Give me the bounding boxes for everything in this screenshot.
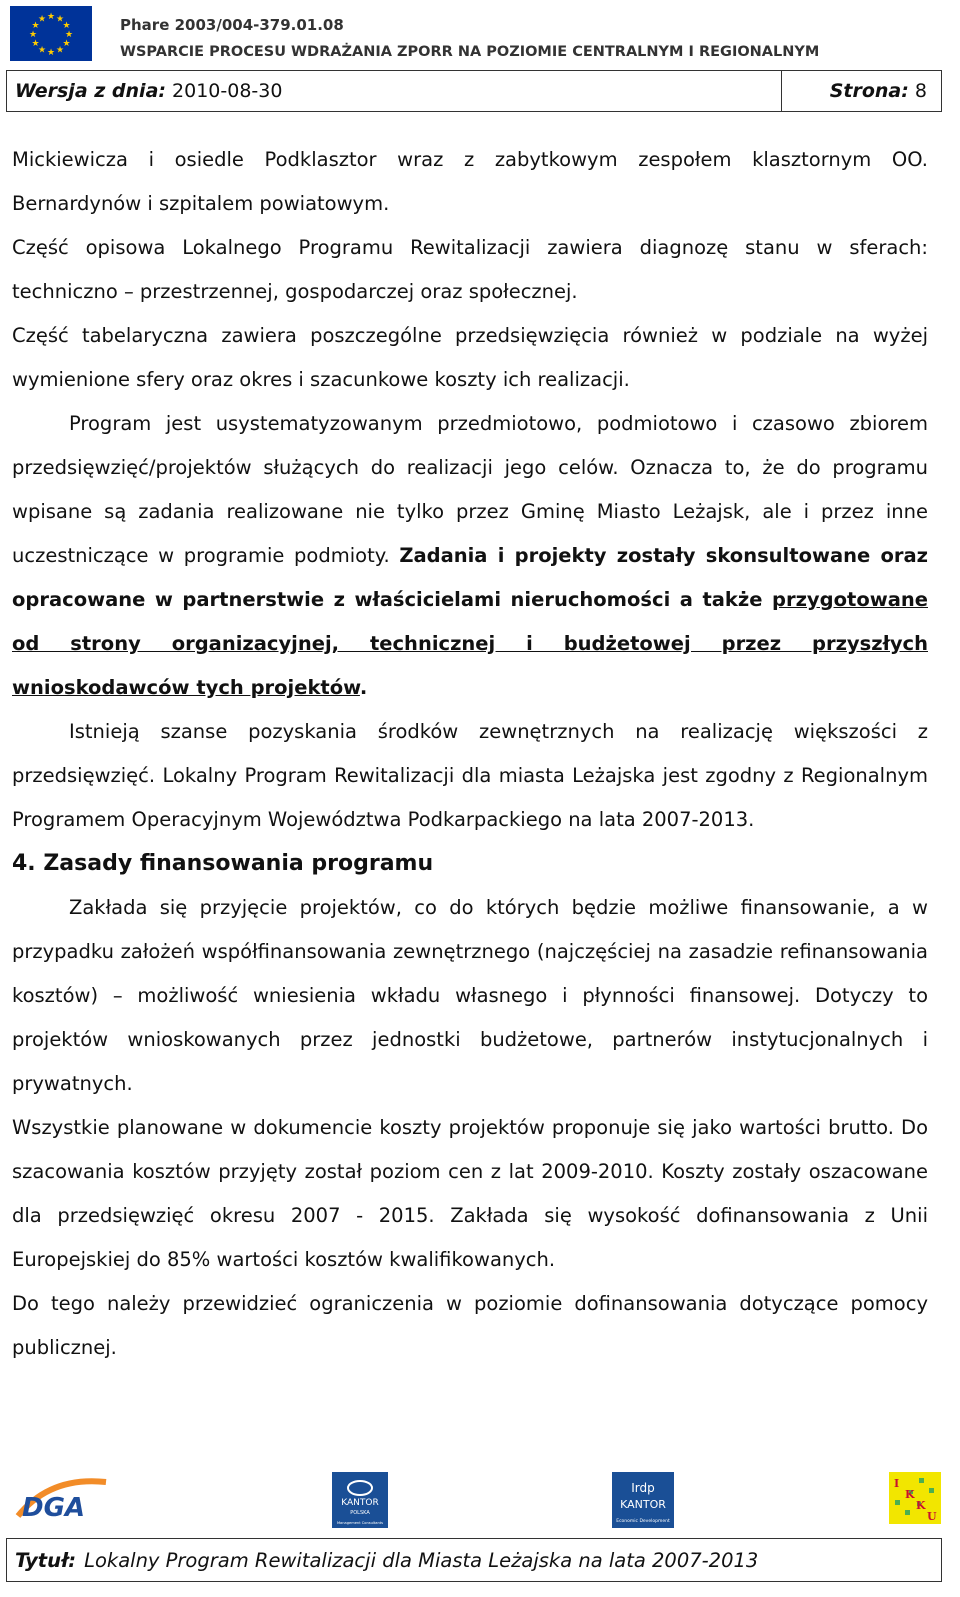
kantor-logo bbox=[332, 1472, 388, 1528]
svg-text:★: ★ bbox=[62, 39, 71, 49]
svg-text:★: ★ bbox=[55, 14, 65, 25]
svg-text:★: ★ bbox=[55, 45, 65, 56]
svg-text:★: ★ bbox=[62, 21, 71, 31]
version-label: Wersja z dnia: bbox=[15, 80, 166, 102]
svg-text:★: ★ bbox=[64, 30, 74, 40]
svg-text:★: ★ bbox=[31, 21, 40, 31]
footer-logos bbox=[0, 1470, 960, 1530]
version-box bbox=[6, 70, 942, 112]
ikku-letter-3: K bbox=[916, 1499, 926, 1512]
ikku-letter-4: U bbox=[927, 1510, 937, 1523]
project-name: WSPARCIE PROCESU WDRAŻANIA ZPORR NA POZIOMIE CENTRALNYM I REGIONALNYM bbox=[120, 44, 820, 60]
dga-logo-text: DGA bbox=[22, 1493, 86, 1523]
kantor-logo-name: KANTOR bbox=[341, 1498, 379, 1508]
paragraph-1: Mickiewicza i osiedle Podklasztor wraz z zabytkowym zespołem klasztornym OO. Bernardynów i szpitalem powiatowym. bbox=[12, 148, 928, 215]
paragraph-5: Istnieją szanse pozyskania środków zewnętrznych na realizację większości z przedsięwzięć. Lokalny Program Rewitalizacji dla miasta Leżajska jest zgodny z Regionalnym Programem Operacyjnym Województwa Podkarpackiego na lata 2007-2013. bbox=[12, 720, 928, 831]
svg-text:★: ★ bbox=[31, 39, 40, 49]
section-number: 4. bbox=[12, 851, 36, 876]
paragraph-4-bold: Zadania i projekty zostały skonsultowane oraz opracowane w partnerstwie z właścicielami nieruchomości a także bbox=[12, 544, 928, 611]
project-code: Phare 2003/004-379.01.08 bbox=[120, 16, 344, 34]
ikku-letter-1: I bbox=[894, 1477, 900, 1490]
dga-logo bbox=[10, 1472, 110, 1524]
irdp-logo-name: Irdp bbox=[631, 1481, 655, 1495]
paragraph-2: Część opisowa Lokalnego Programu Rewitalizacji zawiera diagnozę stanu w sferach: techniczno – przestrzennej, gospodarczej oraz społecznej. bbox=[12, 236, 928, 303]
irdp-logo-tag: Economic Development bbox=[616, 1519, 670, 1524]
svg-text:★: ★ bbox=[37, 45, 47, 56]
page-number: 8 bbox=[914, 80, 927, 102]
paragraph-8: Do tego należy przewidzieć ograniczenia w poziomie dofinansowania dotyczące pomocy publicznej. bbox=[12, 1292, 928, 1359]
paragraph-6: Zakłada się przyjęcie projektów, co do których będzie możliwe finansowanie, a w przypadku założeń współfinansowania zewnętrznego (najczęściej na zasadzie refinansowania kosztów) – możliwość wniesienia wkładu własnego i płynności finansowej. Dotyczy to projektów wnioskowanych przez jednostki budżetowe, partnerów instytucjonalnych i prywatnych. bbox=[12, 896, 928, 1095]
svg-text:★: ★ bbox=[46, 48, 56, 58]
paragraph-4-end: . bbox=[359, 676, 368, 699]
document-title-box bbox=[6, 1538, 942, 1582]
page-cell bbox=[782, 71, 941, 111]
paragraph-4-plain: Program jest usystematyzowanym przedmiotowo, podmiotowo i czasowo zbiorem przedsięwzięć/projektów służących do realizacji jego celów. Oznacza to, że do programu wpisane są zadania realizowane nie tylko przez Gminę Miasto Leżajsk, ale i przez inne uczestniczące w programie podmioty. bbox=[12, 412, 928, 567]
section-heading bbox=[12, 842, 928, 886]
title-text: Lokalny Program Rewitalizacji dla Miasta Leżajska na lata 2007-2013 bbox=[84, 1548, 759, 1572]
page-label: Strona: bbox=[829, 80, 909, 102]
ikku-logo bbox=[889, 1472, 941, 1524]
paragraph-4 bbox=[12, 402, 928, 710]
svg-text:★: ★ bbox=[28, 30, 38, 40]
ikku-letter-2: K bbox=[905, 1488, 915, 1501]
kantor-logo-tag: Management Consultants bbox=[336, 1521, 384, 1525]
irdp-logo-kantor: KANTOR bbox=[620, 1498, 666, 1511]
version-cell bbox=[7, 71, 782, 111]
version-date: 2010-08-30 bbox=[172, 80, 283, 102]
kantor-logo-sub: POLSKA bbox=[350, 1510, 370, 1516]
paragraph-7: Wszystkie planowane w dokumencie koszty projektów proponuje się jako wartości brutto. Do szacowania kosztów przyjęty został poziom cen z lat 2009-2010. Koszty zostały oszacowane dla przedsięwzięć okresu 2007 - 2015. Zakłada się wysokość dofinansowania z Unii Europejskiej do 85% wartości kosztów kwalifikowanych. bbox=[12, 1116, 928, 1271]
title-label: Tytuł: bbox=[15, 1548, 77, 1572]
irdp-kantor-logo bbox=[612, 1472, 674, 1528]
section-title: Zasady finansowania programu bbox=[43, 851, 434, 876]
eu-flag-logo bbox=[10, 6, 92, 61]
svg-text:★: ★ bbox=[37, 14, 47, 25]
document-body bbox=[12, 138, 928, 1370]
paragraph-4-underlined: przygotowane od strony organizacyjnej, technicznej i budżetowej przez przyszłych wnioskodawców tych projektów bbox=[12, 588, 928, 699]
paragraph-3: Część tabelaryczna zawiera poszczególne przedsięwzięcia również w podziale na wyżej wymienione sfery oraz okres i szacunkowe koszty ich realizacji. bbox=[12, 324, 928, 391]
svg-text:★: ★ bbox=[46, 12, 56, 22]
